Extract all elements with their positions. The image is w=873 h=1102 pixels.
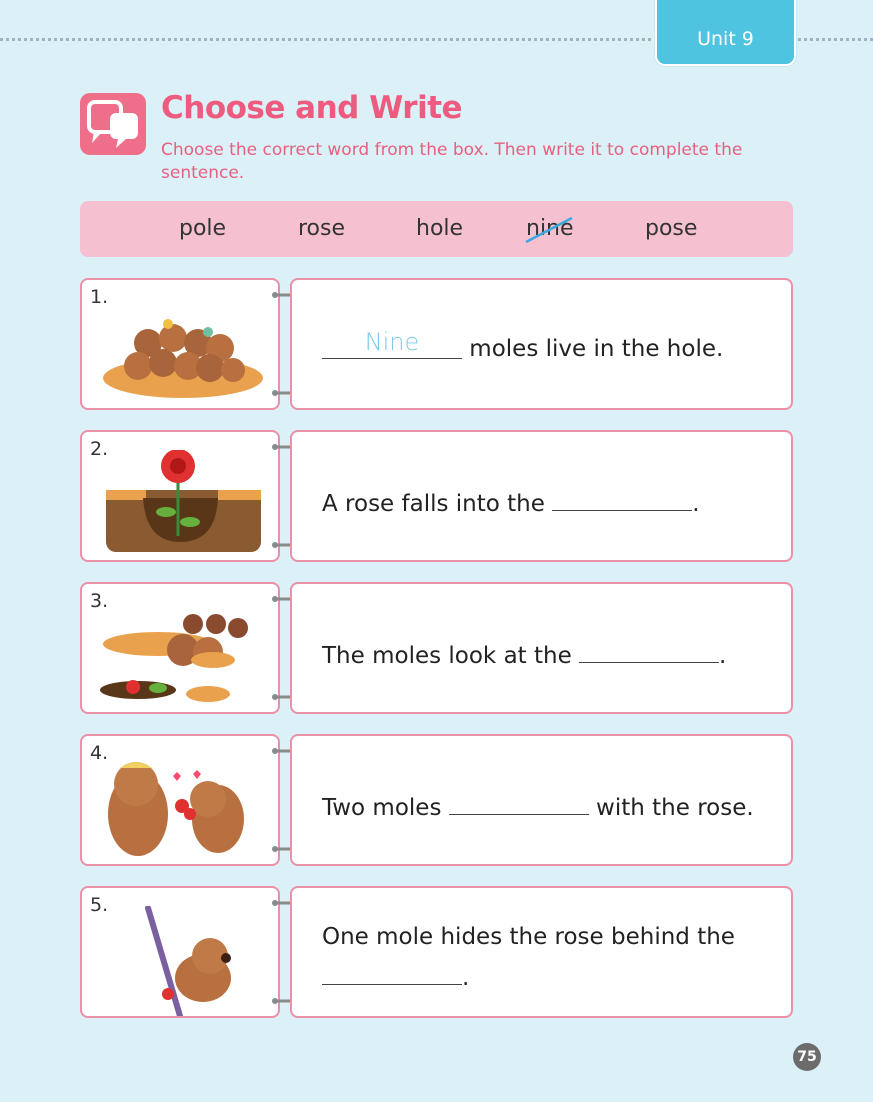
sentence-4: Two moles with the rose. [322, 790, 754, 821]
picture-card-3 [80, 582, 280, 714]
sentence-card-5 [290, 886, 793, 1018]
word-hole: hole [416, 216, 464, 241]
word-bank [80, 201, 793, 257]
answer-blank[interactable] [322, 960, 462, 985]
traced-answer: Nine [364, 328, 420, 356]
instruction-text: Choose the correct word from the box. Then write it to complete the sentence. [161, 140, 743, 183]
answer-blank[interactable] [322, 328, 462, 359]
speech-bubbles-icon [80, 93, 146, 155]
mole-behind-pole-illustration [98, 906, 268, 1016]
word-pole: pole [179, 216, 227, 241]
answer-blank[interactable] [579, 638, 719, 663]
picture-card-2 [80, 430, 280, 562]
sentence-2: A rose falls into the . [322, 486, 700, 517]
moles-look-at-rose-illustration [98, 602, 268, 712]
answer-blank[interactable] [449, 790, 589, 815]
question-number: 2. [90, 438, 109, 460]
sentence-card-1 [290, 278, 793, 410]
sentence-card-2 [290, 430, 793, 562]
rose-in-hole-illustration [98, 450, 268, 560]
question-number: 3. [90, 590, 109, 612]
moles-pose-with-rose-illustration [98, 754, 268, 864]
moles-in-hole-illustration [98, 298, 268, 408]
question-number: 4. [90, 742, 109, 764]
answer-blank[interactable] [552, 486, 692, 511]
page-title: Choose and Write [161, 90, 463, 126]
picture-card-4 [80, 734, 280, 866]
picture-card-1 [80, 278, 280, 410]
picture-card-5 [80, 886, 280, 1018]
question-number: 1. [90, 286, 109, 308]
word-rose: rose [298, 216, 346, 241]
strike-mark [524, 216, 574, 244]
sentence-5-line-1: One mole hides the rose behind the [322, 924, 735, 950]
sentence-5-line-2: . [322, 960, 469, 991]
page-number: 75 [793, 1043, 821, 1071]
unit-label: Unit 9 [697, 28, 754, 50]
sentence-1: Nine moles live in the hole. [322, 334, 723, 362]
question-number: 5. [90, 894, 109, 916]
sentence-card-3 [290, 582, 793, 714]
sentence-card-4 [290, 734, 793, 866]
sentence-3: The moles look at the . [322, 638, 726, 669]
word-pose: pose [645, 216, 698, 241]
word-nine: nine [526, 216, 574, 241]
unit-tab [655, 0, 796, 66]
